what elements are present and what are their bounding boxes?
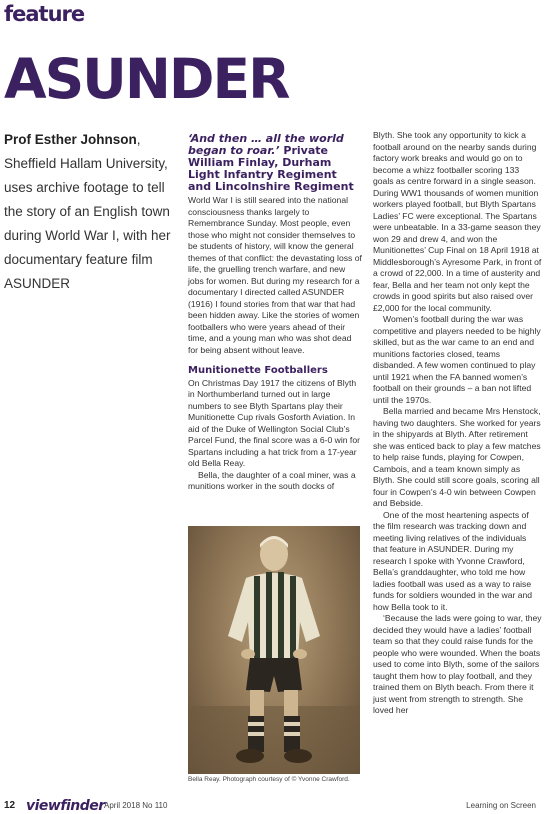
subheading: Munitionette Footballers: [188, 365, 328, 376]
section-tag: feature: [4, 2, 85, 26]
headline: ASUNDER: [4, 47, 289, 111]
body-paragraph: Blyth. She took any opportunity to kick a football around on the nearby sands during factory work breaks and would go on to become a whizz footballer scoring 133 goals as centre forward in a single season. During WW1 thousands of women munition workers played football, but Blyth Spartans Ladies’ FC were exceptional. The Spartans were unbeatable. In a 33-game season they won 29 and drew 4, and won the Munitionettes’ Cup Final on 18 April 1918 at Middlesborough’s Ayresome Park, in front of a crowd of 22,000. In a time of austerity and fear, Bella and her team not only kept the crowds in good spirits but also raised over £2,000 for the local community.: [373, 130, 542, 313]
pull-quote-attribution: Private William Finlay, Durham Light Infantry Regiment and Lincolnshire Regiment: [188, 144, 354, 193]
intro-standfirst: [4, 128, 176, 296]
body-paragraph: World War I is still seared into the national consciousness thanks largely to Remembrance Sunday. Most people, even those who might not consider themselves to be students of history, will know the general themes of that conflict: the devastating loss of life, the gruelling trench warfare, and new jobs for women. But during my research for a documentary I directed called ASUNDER (1916) I found stories from that war that had been hidden away. Like the stories of women footballers who were years ahead of their time, and a young man who was shot dead for being absent without leave.: [188, 195, 362, 355]
body-paragraph: Bella, the daughter of a coal miner, was a munitions worker in the south docks of: [188, 469, 356, 491]
page-number: 12: [4, 800, 16, 811]
pull-quote-text: ‘And then … all the world began to roar.’: [188, 132, 344, 157]
footballer-figure-illustration: [188, 526, 360, 774]
body-paragraph: One of the most heartening aspects of the film research was tracking down and meeting living relatives of the individuals that feature in ASUNDER. During my research I spoke with Yvonne Crawford, Bella’s granddaughter, who told me how ladies football was used as a way to raise funds for soldiers wounded in the war and how Bella took to it.: [373, 509, 533, 612]
body-paragraph: ‘Because the lads were going to war, they decided they would have a ladies’ football team so that they could raise funds for the people who were wounded. When the boats used to come into Blyth, some of the sailors taught them how to play football, and they trained them on Blyth beach. From there it just went from strength to strength. She loved her: [373, 613, 542, 715]
issue-info: April 2018 No 110: [104, 801, 168, 810]
pull-quote: [188, 133, 362, 193]
page-footer: [0, 800, 544, 814]
intro-author: Prof Esther Johnson: [4, 132, 137, 147]
magazine-logo: viewfinder: [26, 798, 105, 814]
intro-comma: ,: [136, 132, 141, 147]
publisher-name: Learning on Screen: [466, 801, 536, 810]
body-paragraph: Bella married and became Mrs Henstock, having two daughters. She worked for years in the shipyards at Blyth. After retirement she was enticed back to play a few matches to help raise funds, playing for Cowpen, Cambois, and a team known simply as Blyth. She could still score goals, scoring all four in Cowpen’s 4-0 win between Cowpen and Bebside.: [373, 406, 541, 508]
intro-text: Sheffield Hallam University, uses archive footage to tell the story of an English town during World War I, with her documentary feature film ASUNDER: [4, 156, 171, 291]
article-column-1: [188, 133, 362, 493]
body-paragraph: Women’s football during the war was competitive and players needed to be highly skilled, but as the war came to an end and munitions factories closed, teams disbanded. A few women continued to play until 1921 when the FA banned women’s football on their grounds – a ban not lifted until the 1970s.: [373, 314, 541, 405]
photo-caption: Bella Reay. Photograph courtesy of © Yvonne Crawford.: [188, 776, 350, 783]
body-paragraph: On Christmas Day 1917 the citizens of Blyth in Northumberland turned out in large numbers to see Blyth Spartans play their Munitionette Cup rivals Gosforth Aviation. In aid of the Duke of Wellington Social Club’s Parcel Fund, the final score was a 6-0 win for Spartans including a hat trick from a 17-year old Bella Reay.: [188, 377, 360, 468]
article-column-2: [373, 130, 542, 717]
photo-bella-reay: [188, 526, 360, 774]
